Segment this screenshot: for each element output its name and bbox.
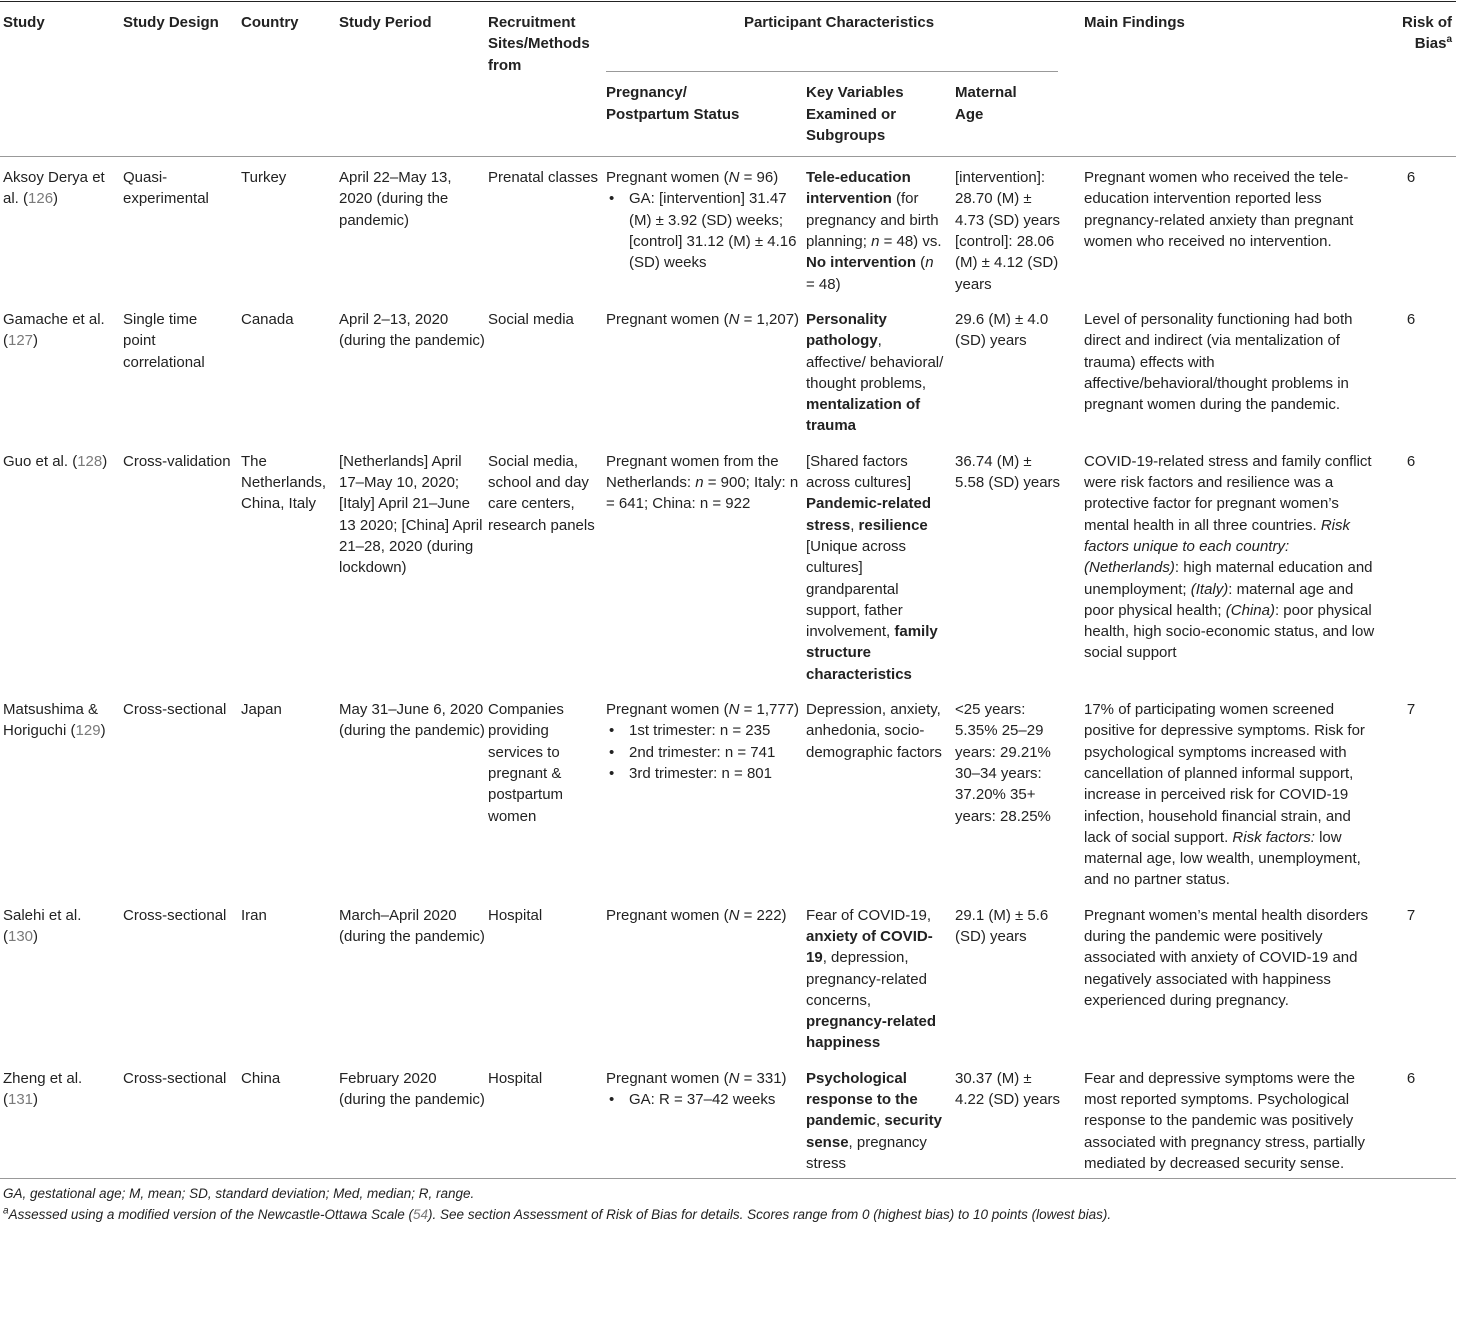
- status-text: Pregnant women (: [606, 1069, 729, 1087]
- key-variable-segment: ,: [850, 516, 859, 534]
- status-text: Pregnant women (: [606, 906, 729, 924]
- key-variable-segment: security sense: [806, 1112, 942, 1151]
- cell-risk-of-bias: 6: [1386, 1058, 1456, 1179]
- key-variable-segment: family structure characteristics: [806, 623, 938, 683]
- cell-recruitment: Hospital: [488, 906, 543, 924]
- key-variable-segment: (for pregnancy and birth planning;: [806, 190, 939, 251]
- cell-main-findings: [1072, 299, 1386, 441]
- cell-pregnancy-status: [606, 441, 806, 689]
- key-variable-segment: Tele-education intervention: [806, 169, 911, 208]
- footnote-a-ref: 54: [413, 1206, 429, 1222]
- status-count: = 900; Italy: n = 641; China: n = 922: [606, 474, 799, 513]
- status-bullet: • 3rd trimester: n = 801: [606, 763, 800, 784]
- status-count: = 1,207): [739, 310, 800, 328]
- header-maternal-age: Maternal Age: [955, 72, 1072, 156]
- cell-key-variables: [806, 441, 955, 689]
- footnote-abbreviations: GA, gestational age; M, mean; SD, standard deviation; Med, median; R, range.: [3, 1186, 475, 1202]
- cell-period: February 2020 (during the pandemic): [339, 1058, 488, 1179]
- cell-period: April 22–May 13, 2020 (during the pandemic): [339, 169, 452, 229]
- cell-key-variables: [806, 299, 955, 441]
- footnote-a-mark: a: [3, 1205, 9, 1217]
- cell-recruitment: Prenatal classes: [488, 169, 599, 187]
- cell-key-variables: [806, 689, 955, 895]
- cell-key-variables: [806, 157, 955, 299]
- status-count: = 331): [739, 1069, 787, 1087]
- table-row: [0, 895, 1456, 1058]
- finding-segment: low maternal age, low wealth, unemployment, and no partner status.: [1084, 828, 1361, 889]
- study-ref-close: ): [53, 190, 59, 208]
- cell-period: April 2–13, 2020 (during the pandemic): [339, 310, 485, 350]
- key-variable-segment: resilience: [858, 516, 928, 534]
- key-variable-segment: = 48) vs.: [879, 233, 942, 251]
- cell-period: [Netherlands] April 17–May 10, 2020; [Italy] April 21–June 13 2020; [China] April 21–28, 2020 (during lockdown): [339, 452, 483, 577]
- footnote-a-text: Assessed using a modified version of the Newcastle-Ottawa Scale (: [8, 1206, 414, 1222]
- finding-segment: Pregnant women who received the tele-education intervention reported less pregnancy-related anxiety than pregnant women who received no intervention.: [1084, 169, 1354, 251]
- footnote-a-text-end: ). See section Assessment of Risk of Bias for details. Scores range from 0 (highest bias) to 10 points (lowest bias).: [428, 1206, 1112, 1222]
- table-row: [0, 299, 1456, 441]
- table-row: [0, 689, 1456, 895]
- finding-segment: Level of personality functioning had both direct and indirect (via mentalization of trauma) effects with affective/behavioral/thought problems in pregnant women during the pandemic.: [1084, 310, 1353, 414]
- risk-of-bias-footnote-mark: a: [1446, 34, 1452, 45]
- cell-period: March–April 2020 (during the pandemic): [339, 906, 485, 945]
- cell-study: [0, 895, 123, 1058]
- study-name: Gamache et al. (: [3, 310, 105, 350]
- status-line: [606, 699, 800, 720]
- key-variable-segment: n: [871, 233, 880, 251]
- status-line: [606, 905, 800, 926]
- header-country: Country: [241, 2, 339, 157]
- status-bullet-list: [606, 720, 800, 784]
- status-line: [606, 167, 800, 188]
- cell-study: [0, 1058, 123, 1179]
- key-variable-segment: Fear of COVID-19,: [806, 906, 932, 924]
- cell-maternal-age: 30.37 (M) ± 4.22 (SD) years: [955, 1058, 1072, 1179]
- cell-risk-of-bias: 6: [1406, 169, 1416, 187]
- cell-design: Cross-sectional: [123, 906, 227, 924]
- status-line: [606, 309, 800, 330]
- cell-study: [0, 299, 123, 441]
- status-bullet: • GA: R = 37–42 weeks: [606, 1089, 800, 1110]
- finding-segment: : poor physical health, high socio-economic status, and low social support: [1084, 601, 1375, 662]
- study-ref: 131: [8, 1091, 34, 1109]
- key-variable-segment: n: [925, 254, 934, 272]
- cell-maternal-age: 29.6 (M) ± 4.0 (SD) years: [955, 310, 1049, 350]
- cell-design: Cross-sectional: [123, 1058, 241, 1179]
- header-risk-of-bias: [1386, 2, 1456, 157]
- cell-study: [0, 441, 123, 689]
- header-participant-characteristics: [606, 2, 1072, 73]
- status-bullet: • 1st trimester: n = 235: [606, 720, 800, 741]
- key-variable-segment: pregnancy-related happiness: [806, 1013, 937, 1052]
- finding-segment: 17% of participating women screened positive for depressive symptoms. Risk for psychological symptoms increased with cancellation of planned informal support, increase in perceived risk for COVID-19 infection, household financial strain, and lack of social support.: [1084, 701, 1365, 846]
- cell-design: Cross-validation: [123, 452, 231, 470]
- status-text: Pregnant women (: [606, 701, 729, 719]
- key-variable-segment: mentalization of trauma: [806, 396, 921, 435]
- finding-segment: Risk factors:: [1232, 828, 1315, 846]
- key-variable-segment: Pandemic-related stress: [806, 495, 932, 534]
- status-count: = 1,777): [739, 701, 800, 719]
- table-row: [0, 157, 1456, 299]
- table-row: [0, 441, 1456, 689]
- key-variable-segment: (: [916, 254, 926, 272]
- study-ref: 128: [77, 452, 103, 470]
- cell-design: Cross-sectional: [123, 701, 227, 719]
- finding-segment: Risk factors unique to each country: (Netherlands): [1084, 516, 1350, 577]
- cell-maternal-age: <25 years: 5.35% 25–29 years: 29.21% 30–34 years: 37.20% 35+ years: 28.25%: [955, 701, 1051, 825]
- key-variable-segment: , depression, pregnancy-related concerns,: [806, 949, 927, 1009]
- cell-recruitment: Hospital: [488, 1058, 606, 1179]
- table-body: [0, 157, 1456, 1179]
- cell-risk-of-bias: 6: [1406, 310, 1416, 328]
- key-variable-segment: [Shared factors across cultures]: [806, 452, 912, 492]
- status-count: = 222): [739, 906, 787, 924]
- key-variable-segment: , pregnancy stress: [806, 1133, 927, 1172]
- finding-segment: : maternal age and poor physical health;: [1084, 580, 1354, 619]
- key-variable-segment: anxiety of COVID-19: [806, 927, 933, 967]
- study-ref: 130: [8, 927, 34, 945]
- key-variable-segment: ,: [876, 1112, 885, 1130]
- cell-period: May 31–June 6, 2020 (during the pandemic): [339, 701, 485, 740]
- cell-country: Iran: [241, 906, 267, 924]
- status-text: Pregnant women (: [606, 310, 729, 328]
- status-n-symbol: n: [695, 474, 704, 492]
- key-variable-segment: Psychological response to the pandemic: [806, 1069, 918, 1130]
- finding-segment: (China): [1225, 601, 1275, 619]
- status-count: = 96): [739, 169, 779, 187]
- finding-segment: Pregnant women’s mental health disorders during the pandemic were positively associated with anxiety of COVID-19 and negatively associated with happiness experienced during pregnancy.: [1084, 906, 1369, 1009]
- status-bullet-list: [606, 1089, 800, 1110]
- finding-segment: COVID-19-related stress and family conflict were risk factors and resilience was a protective factor for pregnant women’s mental health in all three countries.: [1084, 452, 1372, 534]
- cell-pregnancy-status: [606, 157, 806, 299]
- header-pregnancy-status: Pregnancy/ Postpartum Status: [606, 72, 806, 156]
- status-bullet: • 2nd trimester: n = 741: [606, 742, 800, 763]
- cell-recruitment: Social media: [488, 310, 574, 328]
- key-variable-segment: Depression, anxiety, anhedonia, socio-demographic factors: [806, 701, 942, 761]
- study-name: Aksoy Derya et al. (: [3, 169, 105, 208]
- finding-segment: Fear and depressive symptoms were the most reported symptoms. Psychological response to the pandemic was positively associated with pregnancy stress, partially mediated by decreased security sense.: [1084, 1069, 1365, 1172]
- study-name: Matsushima & Horiguchi (: [3, 701, 99, 740]
- study-ref: 126: [28, 190, 54, 208]
- status-text: Pregnant women from the Netherlands:: [606, 452, 779, 492]
- finding-segment: : high maternal education and unemployment;: [1084, 559, 1373, 598]
- study-ref: 127: [8, 332, 34, 350]
- cell-study: [0, 157, 123, 299]
- cell-key-variables: [806, 895, 955, 1058]
- cell-risk-of-bias: 7: [1406, 906, 1416, 924]
- status-n-symbol: N: [728, 169, 740, 187]
- cell-risk-of-bias: 6: [1406, 452, 1416, 470]
- cell-main-findings: [1072, 689, 1386, 895]
- cell-pregnancy-status: [606, 1058, 806, 1179]
- study-ref-close: ): [100, 722, 106, 740]
- study-ref-close: ): [33, 1091, 39, 1109]
- status-n-symbol: N: [728, 906, 740, 924]
- study-table: [0, 1, 1456, 1179]
- cell-recruitment: Companies providing services to pregnant & postpartum women: [488, 701, 564, 825]
- cell-main-findings: [1072, 441, 1386, 689]
- status-line: [606, 1068, 800, 1089]
- cell-country: Japan: [241, 701, 282, 719]
- header-study: Study: [0, 2, 123, 157]
- finding-segment: (Italy): [1190, 580, 1229, 598]
- header-recruitment: Recruitment Sites/Methods from: [488, 2, 606, 157]
- cell-pregnancy-status: [606, 299, 806, 441]
- cell-country: Turkey: [241, 169, 287, 187]
- cell-country: China: [241, 1058, 339, 1179]
- cell-maternal-age: 29.1 (M) ± 5.6 (SD) years: [955, 906, 1049, 945]
- status-bullet-list: [606, 188, 800, 273]
- table-footnotes: [0, 1184, 1458, 1225]
- participant-characteristics-label: Participant Characteristics: [743, 14, 935, 31]
- header-main-findings: Main Findings: [1072, 2, 1386, 157]
- status-bullet: • GA: [intervention] 31.47 (M) ± 3.92 (SD) weeks; [control] 31.12 (M) ± 4.16 (SD) weeks: [606, 188, 800, 273]
- cell-country: Canada: [241, 310, 294, 328]
- cell-main-findings: [1072, 895, 1386, 1058]
- cell-design: Single time point correlational: [123, 310, 205, 371]
- cell-risk-of-bias: 7: [1406, 701, 1416, 719]
- risk-of-bias-label: Risk of Bias: [1401, 14, 1452, 52]
- study-name: Zheng et al. (: [3, 1069, 83, 1109]
- key-variable-segment: No intervention: [806, 254, 917, 272]
- cell-main-findings: [1072, 1058, 1386, 1179]
- status-text: Pregnant women (: [606, 169, 729, 187]
- header-study-design: Study Design: [123, 2, 241, 157]
- key-variable-segment: Personality pathology: [806, 310, 887, 350]
- study-name: Salehi et al. (: [3, 906, 82, 945]
- cell-design: Quasi-experimental: [123, 169, 209, 208]
- cell-maternal-age: [intervention]: 28.70 (M) ± 4.73 (SD) years [control]: 28.06 (M) ± 4.12 (SD) years: [955, 169, 1061, 293]
- header-study-period: Study Period: [339, 2, 488, 157]
- cell-main-findings: [1072, 157, 1386, 299]
- study-ref-close: ): [33, 332, 39, 350]
- key-variable-segment: = 48): [806, 275, 841, 293]
- cell-pregnancy-status: [606, 689, 806, 895]
- cell-study: [0, 689, 123, 895]
- status-line: [606, 451, 800, 515]
- footnote-a: [3, 1205, 1458, 1226]
- cell-pregnancy-status: [606, 895, 806, 1058]
- cell-key-variables: [806, 1058, 955, 1179]
- table-row: [0, 1058, 1456, 1179]
- cell-country: The Netherlands, China, Italy: [241, 452, 327, 513]
- status-n-symbol: N: [728, 701, 740, 719]
- status-n-symbol: N: [728, 310, 740, 328]
- study-ref-close: ): [102, 452, 108, 470]
- key-variable-segment: , affective/ behavioral/ thought problems,: [806, 332, 944, 392]
- status-n-symbol: N: [728, 1069, 740, 1087]
- header-key-variables: Key Variables Examined or Subgroups: [806, 72, 955, 156]
- study-name: Guo et al. (: [3, 452, 78, 470]
- cell-recruitment: Social media, school and day care centers, research panels: [488, 452, 595, 534]
- study-ref: 129: [75, 722, 101, 740]
- study-ref-close: ): [33, 927, 39, 945]
- key-variable-segment: [Unique across cultures] grandparental support, father involvement,: [806, 537, 907, 641]
- cell-maternal-age: 36.74 (M) ± 5.58 (SD) years: [955, 452, 1061, 492]
